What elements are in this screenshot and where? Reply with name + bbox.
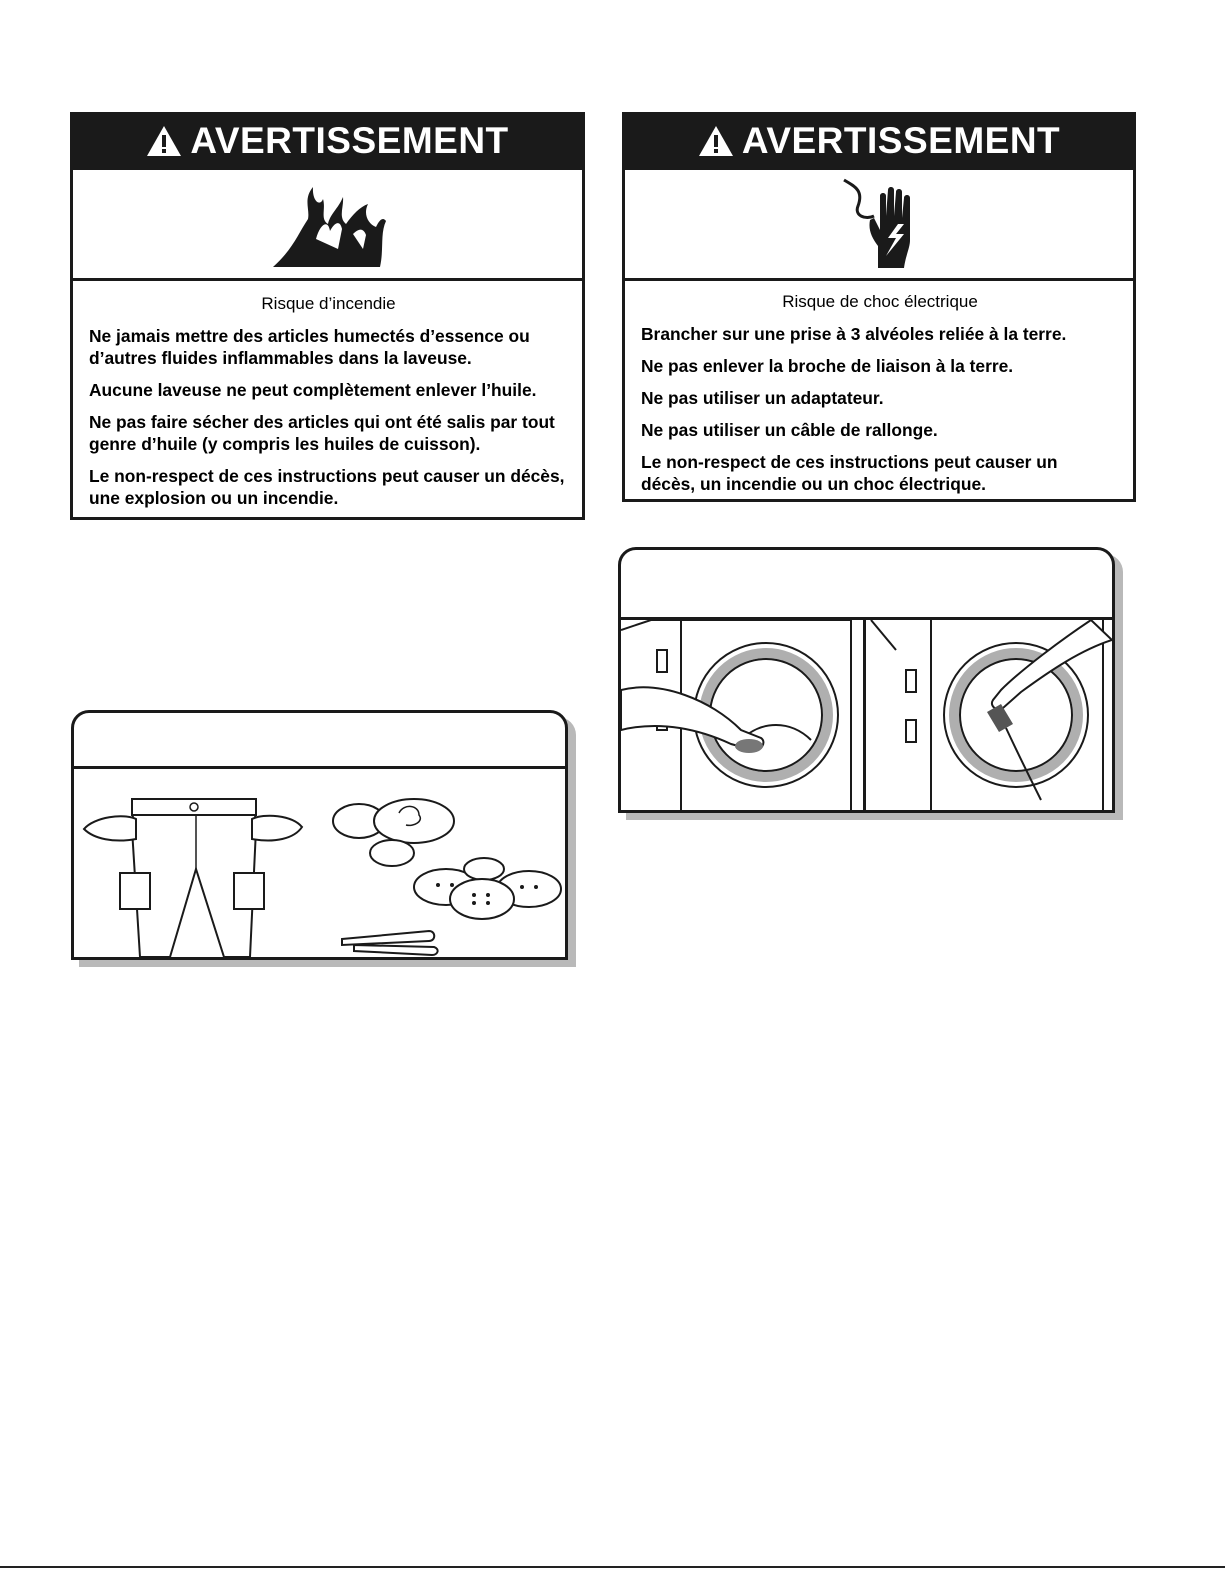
pockets-illustration-panel — [71, 710, 568, 960]
warning-line: Ne jamais mettre des articles humectés d’essence ou d’autres fluides inflammables dans la laveuse. — [89, 326, 530, 368]
fire-icon — [268, 179, 388, 269]
warning-line: Ne pas faire sécher des articles qui ont été salis par tout genre d’huile (y compris les huiles de cuisson). — [89, 412, 555, 454]
hazard-icon-area — [625, 167, 1133, 281]
warning-line: Ne pas utiliser un câble de rallonge. — [641, 420, 938, 440]
electric-shock-hand-icon — [834, 176, 924, 272]
panel-header — [74, 713, 565, 769]
warning-line: Ne pas enlever la broche de liaison à la terre. — [641, 356, 1014, 376]
washer-door-seal-illustration — [621, 620, 1112, 810]
warning-triangle-icon — [146, 125, 182, 157]
warning-header-text: AVERTISSEMENT — [190, 120, 509, 161]
hazard-title: Risque d’incendie — [261, 294, 396, 313]
warning-triangle-icon — [698, 125, 734, 157]
warning-line: Aucune laveuse ne peut complètement enlever l’huile. — [89, 380, 537, 400]
warning-line: Le non-respect de ces instructions peut causer un décès, une explosion ou un incendie. — [89, 466, 565, 508]
warning-header — [73, 115, 582, 167]
fire-warning-box — [70, 112, 585, 520]
panel-header — [621, 550, 1112, 620]
footer-rule — [0, 1566, 1225, 1568]
warning-line: Le non-respect de ces instructions peut causer un décès, un incendie ou un choc électrique. — [641, 452, 1058, 494]
shock-warning-box — [622, 112, 1136, 502]
empty-pockets-illustration — [74, 769, 565, 957]
hazard-icon-area — [73, 167, 582, 281]
warning-line: Ne pas utiliser un adaptateur. — [641, 388, 884, 408]
warning-header — [625, 115, 1133, 167]
door-seal-illustration-panel — [618, 547, 1115, 813]
hazard-title: Risque de choc électrique — [782, 292, 978, 311]
warning-header-text: AVERTISSEMENT — [741, 120, 1061, 161]
warning-line: Brancher sur une prise à 3 alvéoles reliée à la terre. — [641, 324, 1067, 344]
